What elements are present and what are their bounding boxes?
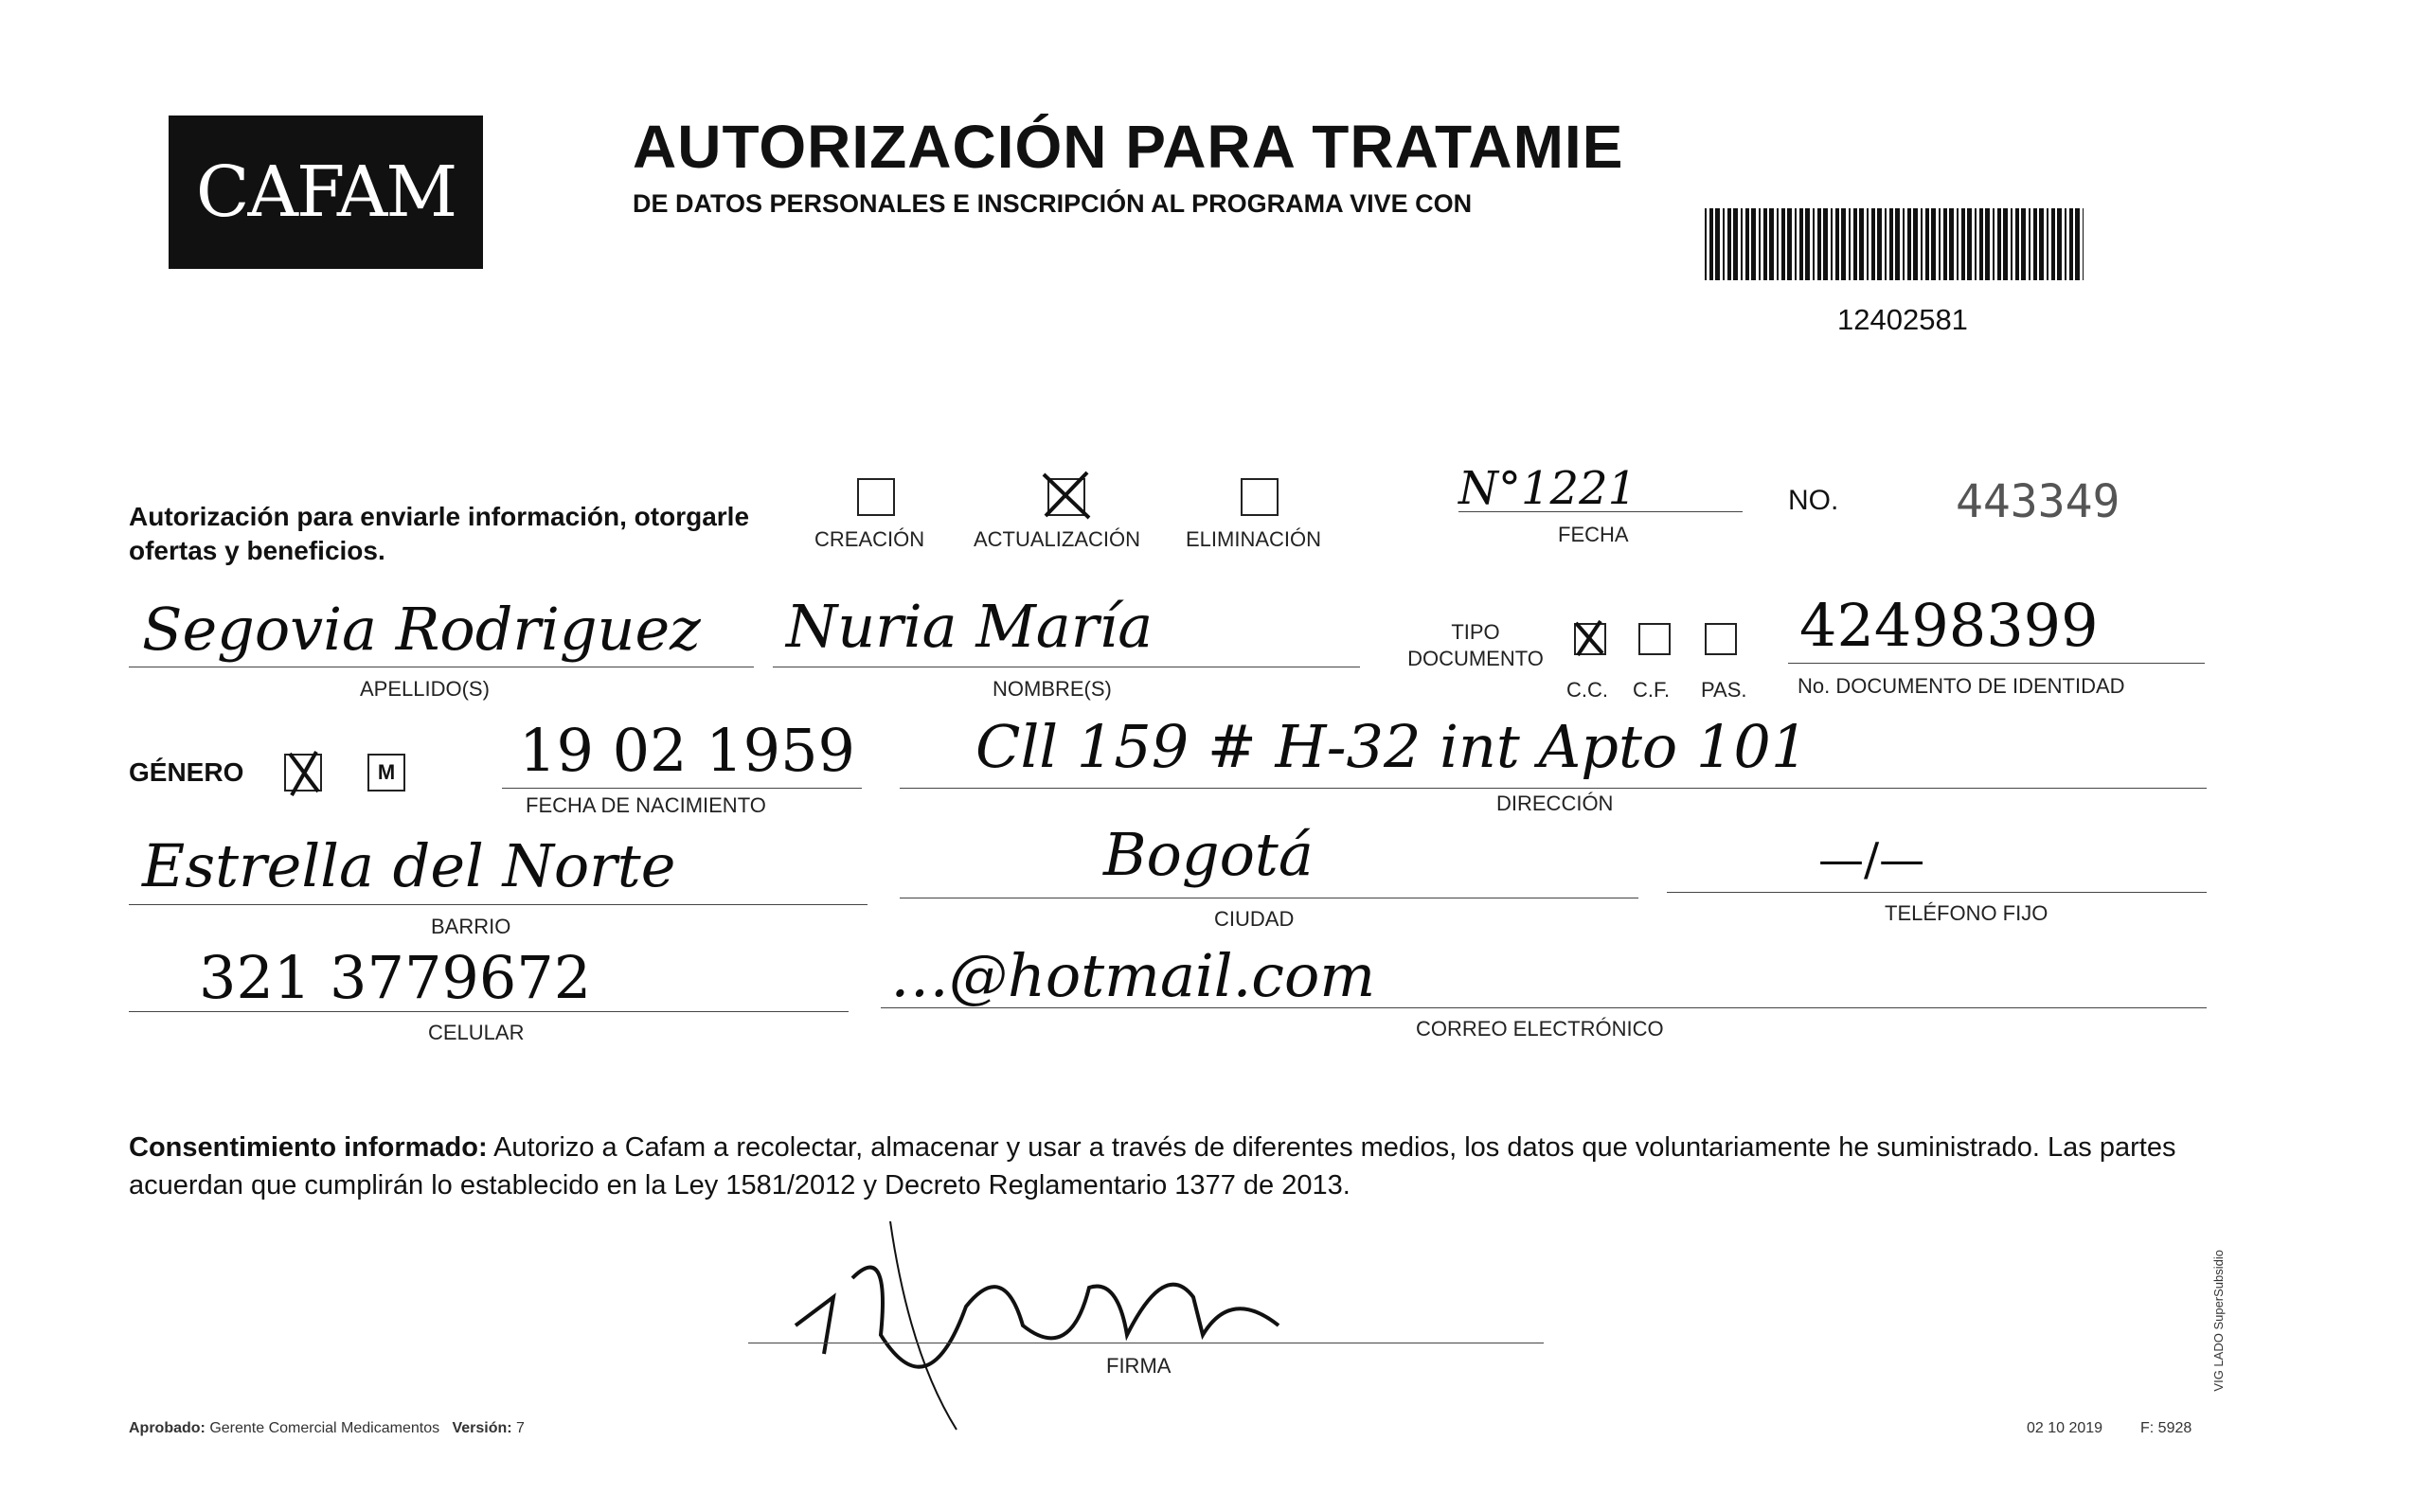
cf-label: C.F.	[1633, 678, 1671, 702]
barcode-bar	[1921, 208, 1923, 280]
actualizacion-checkbox[interactable]	[1047, 478, 1085, 516]
cell-label: CELULAR	[428, 1021, 525, 1044]
barcode-bar	[1733, 208, 1738, 280]
approved-info	[129, 1420, 525, 1437]
email-label: CORREO ELECTRÓNICO	[1416, 1017, 1664, 1041]
barcode-bar	[1997, 208, 2001, 280]
barcode-bar	[1777, 208, 1779, 280]
authorization-heading: Autorización para enviarle información, otorgarle ofertas y beneficios.	[129, 502, 750, 565]
barcode-bar	[1715, 208, 1720, 280]
barcode-number: 12402581	[1837, 303, 1968, 336]
barcode-bar	[2003, 208, 2008, 280]
cell-line	[129, 1011, 849, 1012]
doc-number-label: No. DOCUMENTO DE IDENTIDAD	[1798, 674, 2125, 698]
barrio-line	[129, 904, 868, 905]
check-mark-icon	[280, 746, 328, 799]
name-value: Nuria María	[786, 592, 1154, 661]
barcode-bar	[1741, 208, 1743, 280]
city-label: CIUDAD	[1214, 907, 1295, 931]
side-legal-text: VIG LADO SuperSubsidio	[2211, 1250, 2226, 1392]
phone-line	[1667, 892, 2207, 893]
check-mark-icon	[1568, 614, 1610, 661]
barcode-bar	[1781, 208, 1785, 280]
email-line	[881, 1007, 2207, 1008]
no-value: 443349	[1956, 475, 2120, 528]
doc-number-value: 42498399	[1799, 591, 2099, 660]
barcode-bar	[1949, 208, 1954, 280]
gender-label: GÉNERO	[129, 757, 244, 787]
check-mark-icon	[1038, 467, 1095, 524]
email-value: …@hotmail.com	[890, 941, 1376, 1010]
actualizacion-label: ACTUALIZACIÓN	[974, 527, 1141, 551]
barcode-bar	[1723, 208, 1725, 280]
address-value: Cll 159 # H-32 int Apto 101	[975, 712, 1809, 781]
barcode-bar	[1895, 208, 1900, 280]
barcode-bar	[2029, 208, 2030, 280]
barcode-bar	[1985, 208, 1990, 280]
form-code: F: 5928	[2140, 1420, 2192, 1436]
no-label: NO.	[1788, 485, 1839, 516]
barcode-bar	[1993, 208, 1995, 280]
barcode-bar	[2033, 208, 2037, 280]
barcode-bar	[1849, 208, 1851, 280]
version-label: Versión:	[452, 1420, 512, 1436]
signature-scribble	[786, 1221, 1316, 1449]
cf-checkbox[interactable]	[1638, 623, 1671, 655]
barcode-bar	[1903, 208, 1905, 280]
logo-text: CAFAM	[195, 151, 456, 233]
creacion-checkbox[interactable]	[857, 478, 895, 516]
barcode-bar	[2039, 208, 2044, 280]
barcode-bar	[1835, 208, 1839, 280]
barcode-bar	[1925, 208, 1929, 280]
barcode-bar	[1975, 208, 1977, 280]
doc-number-line	[1788, 663, 2205, 664]
approved-label: Aprobado:	[129, 1420, 206, 1436]
barcode-bar	[1961, 208, 1965, 280]
barcode-bar	[1813, 208, 1815, 280]
barcode-bar	[2083, 208, 2084, 280]
barcode-bar	[2075, 208, 2080, 280]
barcode-bar	[1943, 208, 1947, 280]
consent-heading: Consentimiento informado:	[129, 1132, 488, 1163]
gender-m-checkbox[interactable]	[367, 754, 405, 792]
eliminacion-label: ELIMINACIÓN	[1186, 527, 1322, 551]
barcode-bar	[1907, 208, 1911, 280]
consent-paragraph	[129, 1129, 2212, 1204]
barcode-bar	[1853, 208, 1857, 280]
barcode-bar	[1939, 208, 1941, 280]
cc-label: C.C.	[1566, 678, 1608, 702]
barcode-bar	[2011, 208, 2012, 280]
barcode-bar	[1705, 208, 1707, 280]
surname-value: Segovia Rodriguez	[142, 595, 701, 664]
barcode-bar	[1979, 208, 1983, 280]
barcode-bar	[1799, 208, 1803, 280]
signature-label: FIRMA	[1106, 1354, 1172, 1378]
barrio-value: Estrella del Norte	[142, 831, 676, 900]
surname-label: APELLIDO(S)	[360, 677, 490, 701]
barcode-bar	[1913, 208, 1918, 280]
address-label: DIRECCIÓN	[1496, 792, 1614, 815]
barcode-bar	[1763, 208, 1767, 280]
barcode-bar	[2057, 208, 2062, 280]
barcode-bar	[2065, 208, 2066, 280]
barcode-bar	[1759, 208, 1761, 280]
barcode-bar	[1931, 208, 1936, 280]
barcode-bar	[1751, 208, 1756, 280]
barcode-bar	[2051, 208, 2055, 280]
cc-checkbox[interactable]	[1574, 623, 1606, 655]
form-title: AUTORIZACIÓN PARA TRATAMIE	[633, 113, 1624, 181]
barcode-bar	[2015, 208, 2019, 280]
version-value: 7	[516, 1420, 525, 1436]
city-value: Bogotá	[1103, 820, 1314, 889]
fecha-value: N°1221	[1458, 462, 1637, 515]
barcode-bar	[1841, 208, 1846, 280]
eliminacion-checkbox[interactable]	[1241, 478, 1279, 516]
barcode-bar	[1889, 208, 1893, 280]
barcode-bar	[1787, 208, 1792, 280]
doc-type-label: TIPO DOCUMENTO	[1407, 620, 1544, 670]
barcode-bar	[1859, 208, 1864, 280]
barcode-bar	[1795, 208, 1797, 280]
name-label: NOMBRE(S)	[993, 677, 1112, 701]
birth-line	[502, 788, 862, 789]
barcode-bar	[1877, 208, 1882, 280]
barcode-bar	[2069, 208, 2073, 280]
barcode-bar	[1885, 208, 1887, 280]
gender-f-checkbox[interactable]	[284, 754, 322, 792]
approved-value: Gerente Comercial Medicamentos	[209, 1420, 440, 1436]
cell-value: 321 3779672	[199, 943, 592, 1012]
phone-label: TELÉFONO FIJO	[1885, 901, 2048, 925]
barcode-bar	[1831, 208, 1833, 280]
address-line	[900, 788, 2207, 789]
cafam-logo	[169, 116, 483, 269]
barcode-bar	[1769, 208, 1774, 280]
gender-m-label: M	[377, 760, 396, 784]
barcode	[1705, 208, 2084, 280]
barcode-bar	[1745, 208, 1749, 280]
birth-value: 19 02 1959	[519, 716, 855, 785]
pas-checkbox[interactable]	[1705, 623, 1737, 655]
creacion-label: CREACIÓN	[814, 527, 925, 551]
barcode-bar	[1805, 208, 1810, 280]
fecha-line	[1458, 511, 1743, 512]
consent-text: Autorizo a Cafam a recolectar, almacenar y usar a través de diferentes medios, los datos que voluntariamente he suministrado. Las partes acuerdan que cumplirán lo establecido en la Ley 1581/2012 y Decreto Reglamentario 1377 de 2013.	[129, 1132, 2176, 1201]
barcode-bar	[1871, 208, 1875, 280]
form-subtitle: DE DATOS PERSONALES E INSCRIPCIÓN AL PROGRAMA VIVE CON	[633, 189, 1473, 218]
birth-label: FECHA DE NACIMIENTO	[526, 793, 766, 817]
barcode-bar	[1817, 208, 1821, 280]
phone-value: —/—	[1818, 833, 1925, 886]
barcode-bar	[1967, 208, 1972, 280]
barcode-bar	[1957, 208, 1959, 280]
pas-label: PAS.	[1701, 678, 1747, 702]
barcode-bar	[1823, 208, 1828, 280]
barrio-label: BARRIO	[431, 915, 511, 938]
barcode-bar	[1709, 208, 1713, 280]
barcode-bar	[2021, 208, 2026, 280]
barcode-bar	[2047, 208, 2048, 280]
form-date: 02 10 2019	[2027, 1420, 2103, 1436]
barcode-bar	[1867, 208, 1869, 280]
fecha-label: FECHA	[1558, 523, 1629, 546]
barcode-bar	[1727, 208, 1731, 280]
